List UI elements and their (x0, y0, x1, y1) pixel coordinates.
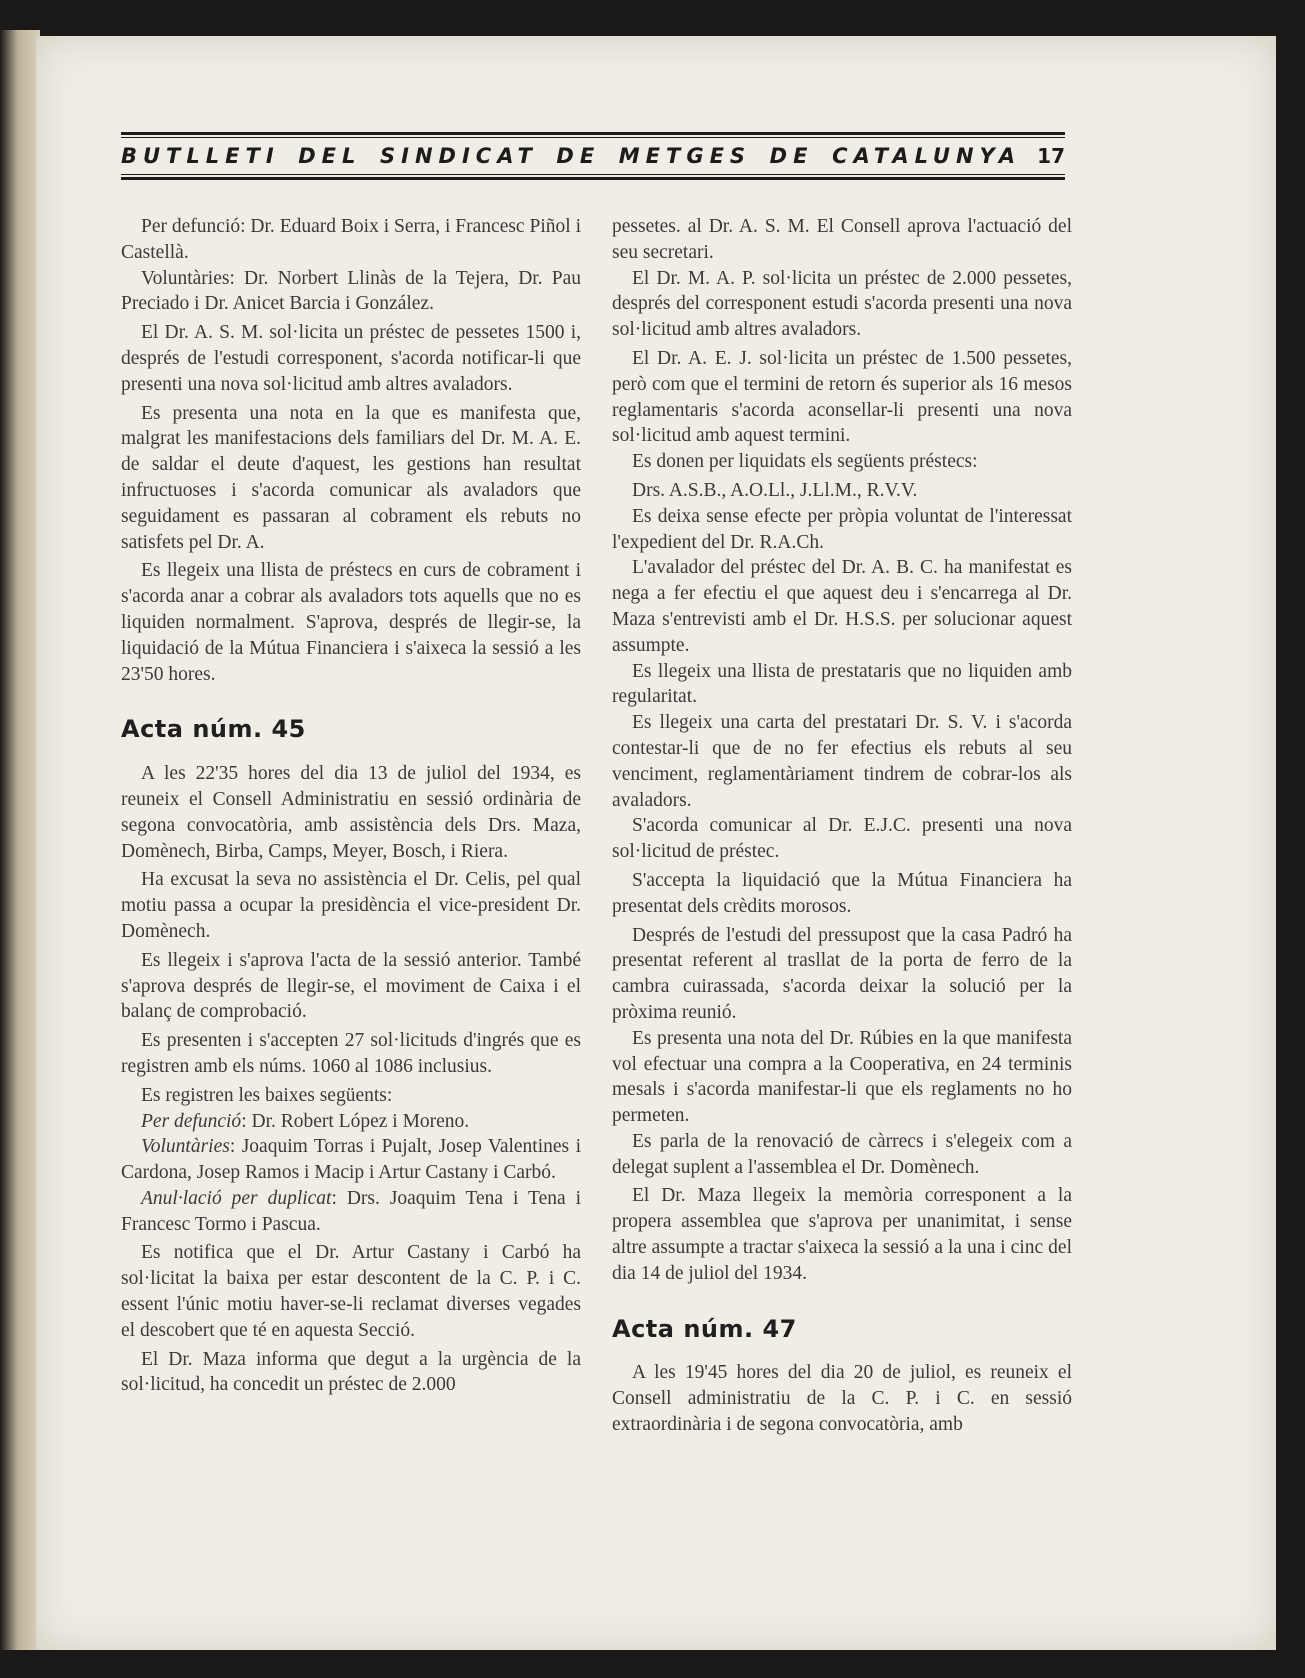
page-header (121, 104, 1065, 194)
paragraph: El Dr. Maza informa que degut a la urgència de la sol·licitud, ha concedit un préstec de 2.000 (121, 1348, 581, 1396)
paragraph: Es donen per liquidats els següents préstecs: (632, 451, 978, 473)
baixa-label: Anul·lació per duplicat (141, 1187, 332, 1209)
paragraph: Es llegeix i s'aprova l'acta de la sessió anterior. També s'aprova després de llegir-se, el moviment de Caixa i el balanç de comprobació. (121, 949, 581, 1023)
title-word: BUTLLETI (121, 144, 280, 168)
paragraph: Per defunció: Dr. Eduard Boix i Serra, i Francesc Piñol i Castellà. (121, 216, 581, 263)
header-rule-top-thin (121, 137, 1065, 138)
paragraph: Es deixa sense efecte per pròpia voluntat de l'interessat l'expedient del Dr. R.A.Ch. (612, 505, 1072, 553)
paragraph: S'acorda comunicar al Dr. E.J.C. presenti una nova sol·licitud de préstec. (612, 815, 1072, 863)
title-word: DE (556, 144, 601, 168)
paragraph: Ha excusat la seva no assistència el Dr. Celis, pel qual motiu passa a ocupar la presidència el vice-president Dr. Domènech. (121, 869, 581, 942)
right-column (612, 214, 1072, 1438)
paragraph: Després de l'estudi del pressupost que la casa Padró ha presentat referent al trasllat de la porta de ferro de la cambra cuirassada, s'acorda deixar la solució per la pròxima reunió. (612, 924, 1072, 1023)
paragraph: El Dr. A. S. M. sol·licita un préstec de pessetes 1500 i, després de l'estudi corresponent, s'acorda notificar-li que presenti una nova sol·licitud amb altres avaladors. (121, 322, 581, 395)
header-rule-bottom (121, 177, 1065, 180)
paragraph: Es presenta una nota del Dr. Rúbies en la que manifesta vol efectuar una compra a la Cooperativa, en 24 terminis mesals i s'acorda manifestar-li que els reglaments no ho permeten. (612, 1027, 1072, 1127)
paragraph: El Dr. Maza llegeix la memòria corresponent a la propera assemblea que s'aprova per unanimitat, i sense altre assumpte a tractar s'aixeca la sessió a la una i cinc del dia 14 de juliol del 1934. (612, 1185, 1072, 1284)
paragraph: Es llegeix una llista de prestataris que no liquiden amb regularitat. (612, 660, 1072, 708)
baixa-text: : Drs. Joaquim Tena i Tena i Francesc Tormo i Pascua. (121, 1187, 581, 1235)
paragraph: pessetes. al Dr. A. S. M. El Consell aprova l'actuació del seu secretari. (612, 216, 1072, 263)
left-column (121, 214, 581, 1398)
bulletin-title (121, 144, 1021, 168)
acta-heading: Acta núm. 47 (612, 1314, 797, 1343)
paragraph: S'accepta la liquidació que la Mútua Financiera ha presentat dels crèdits morosos. (612, 869, 1072, 917)
header-rule-bottom-thin (121, 174, 1065, 175)
paragraph: L'avalador del préstec del Dr. A. B. C. ha manifestat es nega a fer efectiu el que aquest deu i s'encarrega al Dr. Maza s'entrevisti amb el Dr. H.S.S. per solucionar aquest assumpte. (612, 557, 1072, 656)
paragraph: Es parla de la renovació de càrrecs i s'elegeix com a delegat suplent a l'assemblea el Dr. Domènech. (612, 1130, 1072, 1178)
paragraph: Es registren les baixes següents: (141, 1084, 393, 1106)
paragraph: El Dr. A. E. J. sol·licita un préstec de 1.500 pessetes, però com que el termini de retorn és superior als 16 mesos reglamentaris s'acorda aconsellar-li presenti una nova sol·licitud amb aquest termini. (612, 347, 1072, 447)
baixa-label: Voluntàries (141, 1136, 230, 1158)
title-word: METGES (618, 144, 752, 168)
title-word: SINDICAT (380, 144, 538, 168)
baixa-text: : Dr. Robert López i Moreno. (241, 1110, 470, 1132)
paragraph: Voluntàries: Dr. Norbert Llinàs de la Tejera, Dr. Pau Preciado i Dr. Anicet Barcia i González. (121, 267, 581, 315)
book-binding (0, 30, 40, 1650)
page-number: 17 (1037, 144, 1065, 168)
acta-heading: Acta núm. 45 (121, 715, 306, 744)
title-word: CATALUNYA (832, 144, 1021, 168)
baixa-entry (121, 1186, 581, 1238)
paragraph: Es llegeix una llista de préstecs en curs de cobrament i s'acorda anar a cobrar als avaladors tots aquells que no es liquiden normalment. S'aprova, després de llegir-se, la liquidació de la Mútua Financiera i s'aixeca la sessió a les 23'50 hores. (121, 560, 581, 685)
paragraph: El Dr. M. A. P. sol·licita un préstec de 2.000 pessetes, després del corresponent estudi s'acorda presenti una nova sol·licitud amb altres avaladors. (612, 267, 1072, 341)
baixa-entry (121, 1134, 581, 1186)
loan-list: Drs. A.S.B., A.O.Ll., J.Ll.M., R.V.V. (632, 479, 918, 501)
header-rule-top (121, 132, 1065, 135)
title-word: DE (769, 144, 814, 168)
paragraph: Es notifica que el Dr. Artur Castany i Carbó ha sol·licitat la baixa per estar descontent de la C. P. i C. essent l'únic motiu haver-se-li reclamat diverses vegades el descobert que té en aquesta Secció. (121, 1242, 581, 1341)
baixa-text: : Joaquim Torras i Pujalt, Josep Valentines i Cardona, Josep Ramos i Macip i Artur Castany i Carbó. (121, 1136, 581, 1184)
paragraph: A les 22'35 hores del dia 13 de juliol del 1934, es reuneix el Consell Administratiu en sessió ordinària de segona convocatòria, amb assistència dels Drs. Maza, Domènech, Birba, Camps, Meyer, Bosch, i Riera. (121, 763, 581, 862)
paragraph: Es presenten i s'accepten 27 sol·licituds d'ingrés que es registren amb els núms. 1060 al 1086 inclusius. (121, 1030, 581, 1077)
paragraph: A les 19'45 hores del dia 20 de juliol, es reuneix el Consell administratiu de la C. P. i C. en sessió extraordinària i de segona convocatòria, amb (612, 1362, 1072, 1436)
baixa-label: Per defunció (141, 1110, 242, 1132)
baixa-entry (121, 1109, 581, 1135)
paragraph: Es presenta una nota en la que es manifesta que, malgrat les manifestacions dels familiars del Dr. M. A. E. de saldar el deute d'aquest, les gestions han resultat infructuoses i s'acorda comunicar als avaladors que seguidament es passaran al cobrament els rebuts no satisfets pel Dr. A. (121, 402, 581, 553)
title-word: DEL (298, 144, 362, 168)
paragraph: Es llegeix una carta del prestatari Dr. S. V. i s'acorda contestar-li que de no fer efectius els rebuts al seu venciment, reglamentàriament tindrem de cobrar-los als avaladors. (612, 712, 1072, 811)
